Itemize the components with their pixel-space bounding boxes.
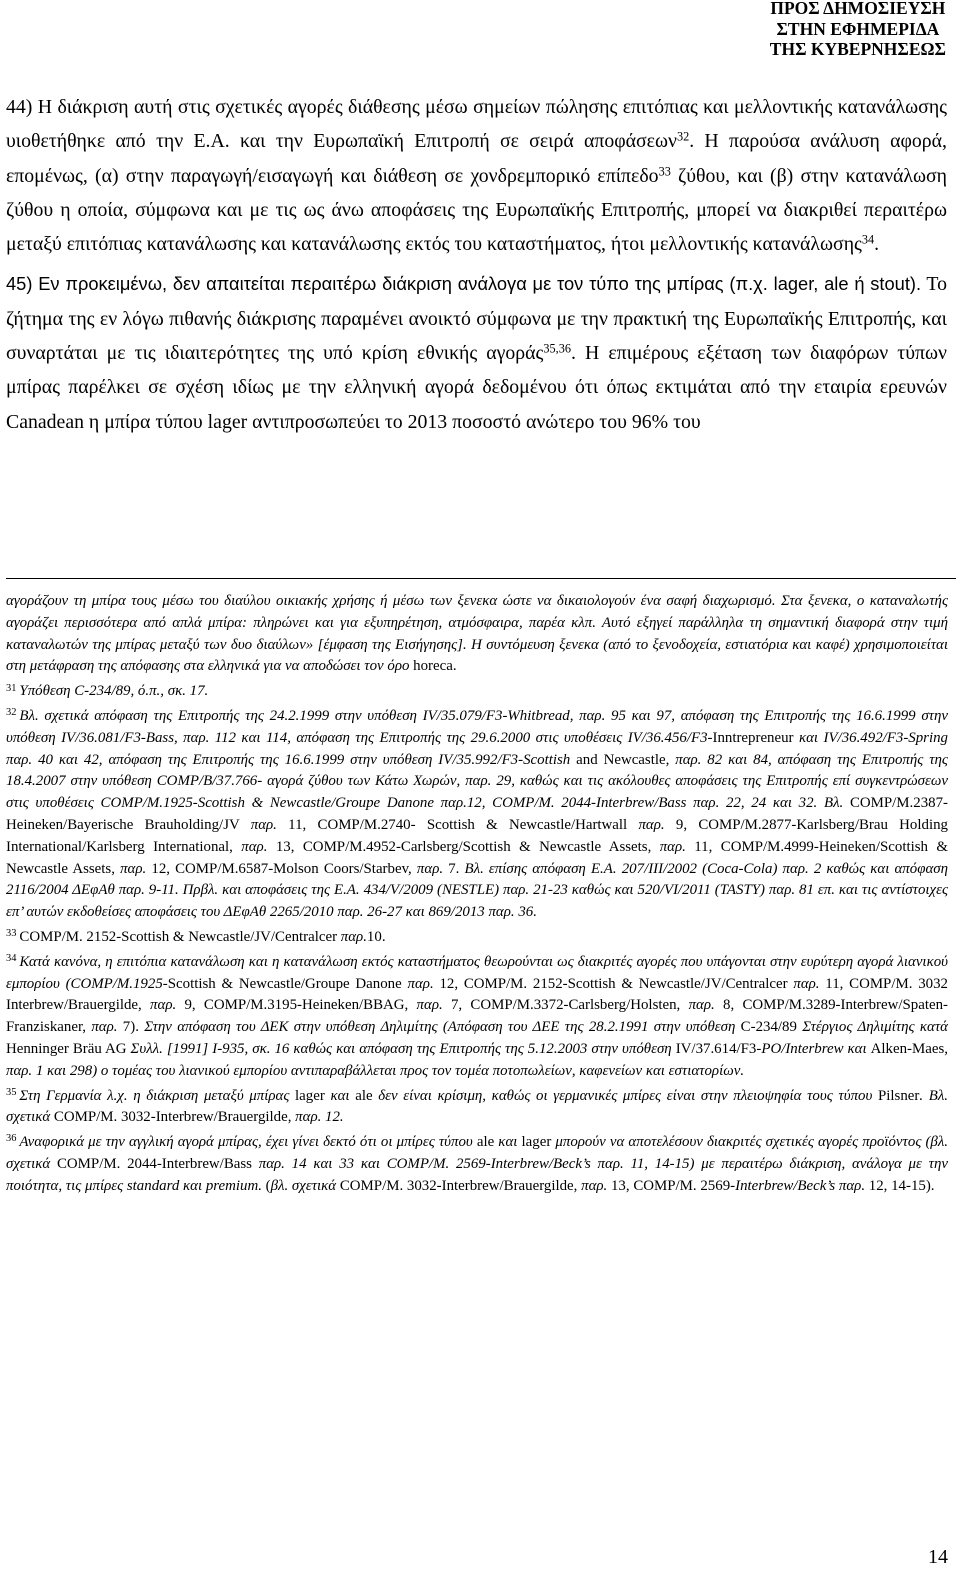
fn34-k: παρ. (688, 997, 715, 1014)
fn36-l: 13, COMP/M. 2569- (607, 1177, 736, 1194)
p45-text-2: Το ζήτημα της εν λόγω πιθανής διάκρισης παραμένει ανοικτό σύμφωνα με την πρακτική της Ευρωπαϊκής Επιτροπής, και συναρτάται με τις ιδιαιτερότητες της υπό κρίση εθνικής αγοράς (6, 273, 948, 365)
fn34-i: παρ. (416, 997, 443, 1014)
footnote-33-number: 33 (6, 928, 17, 940)
fn32-d: and Newcastle (576, 751, 666, 768)
fn36-b: ale (476, 1134, 495, 1151)
publication-header (770, 0, 946, 60)
footnote-32 (6, 706, 948, 924)
fn35-b: lager (295, 1087, 325, 1104)
header-line-1: ΠΡΟΣ ΔΗΜΟΣΙΕΥΣΗ (770, 0, 946, 18)
fn32-b: Inntrepreneur (712, 729, 794, 746)
fn32-m: 13, COMP/M.4952-Carlsberg/Scottish & Newcastle Assets, (267, 838, 660, 855)
footnote-31-number: 31 (6, 682, 17, 694)
footnote-ref-32[interactable]: 32 (676, 129, 690, 144)
footnote-35-number: 35 (6, 1086, 17, 1098)
fn35-i: παρ. 12. (295, 1109, 344, 1126)
fn34-u: PO/Interbrew (761, 1040, 848, 1057)
fn34-j: 7, COMP/M.3372-Carlsberg/Holsten, (442, 997, 689, 1014)
fn34-o: Στην απόφαση του ΔΕΚ στην υπόθεση Δηλιμίτης (Απόφαση του ΔΕΕ της 28.2.1991 στην υπόθεση (144, 1019, 741, 1036)
fn32-p: παρ. (120, 860, 147, 877)
fn34-h: 9, COMP/M.3195-Heineken/BBAG, (176, 997, 417, 1014)
fn32-c: και IV/36.492/F3-Spring παρ. 40 και 42, απόφαση της Επιτροπής της 16.6.1999 στην υπόθεση IV/35.992/F3-Scottish (6, 729, 948, 768)
fn34-p: C-234/89 (740, 1019, 797, 1036)
p44-text-4: . (874, 233, 880, 256)
fn32-k: 9, COMP/M.2877-Karlsberg/Brau Holding International/Karlsberg International, (6, 816, 948, 855)
fn35-d: ale (355, 1087, 373, 1104)
p45-text-3: . Η επιμέρους εξέταση των διαφόρων τύπων μπίρας παρέλκει σε σχέση ιδίως με την ελληνική αγορά δεδομένου ότι όπως εκτιμάται από την εταιρία ερευνών Canadean η μπίρα τύπου lager αντιπροσωπεύει το 2013 ποσοστό ανώτερο του 96% του (6, 342, 947, 433)
fn33-a: COMP/M. 2152-Scottish & Newcastle/JV/Centralcer (19, 928, 341, 945)
footnotes (6, 591, 948, 1201)
footnote-36-number: 36 (6, 1133, 17, 1145)
footnote-34-number: 34 (6, 953, 17, 965)
fn34-m: παρ. (91, 1019, 118, 1036)
fn36-i: βλ. σχετικά (270, 1177, 340, 1194)
fn34-q: Στέργιος Δηλιμίτης κατά (796, 1019, 948, 1036)
fn36-a: Αναφορικά με την αγγλική αγορά μπίρας, έχει γίνει δεκτό ότι οι μπίρες τύπου (19, 1134, 477, 1151)
p45-text-1: 45) Εν προκειμένω, δεν απαιτείται περαιτέρω διάκριση ανάλογα με τον τύπο της μπίρας (π.χ. lager, ale ή stout). (6, 273, 922, 295)
paragraph-45 (6, 267, 947, 438)
footnote-31-text: Υπόθεση C-234/89, ό.π., σκ. 17. (19, 683, 209, 700)
fn33-c: 10. (366, 928, 386, 945)
footnote-33 (6, 927, 948, 949)
fn-cont-horeca: horeca. (413, 658, 457, 675)
fn35-f: Pilsner (877, 1087, 920, 1104)
footnote-35 (6, 1086, 948, 1130)
main-text (6, 90, 947, 439)
fn34-f: 11, COMP/M. 3032 Interbrew/Brauergilde, (6, 975, 948, 1014)
fn32-a: Βλ. σχετικά απόφαση της Επιτροπής της 24.2.1999 στην υπόθεση IV/35.079/F3-Whitbread, παρ. 95 και 97, απόφαση της Επιτροπής της 16.6.1999 στην υπόθεση IV/36.081/F3-Bass, παρ. 112 και 114, απόφαση της Επιτροπής της 29.6.2000 στις υποθέσεις IV/36.456/F3- (6, 707, 948, 746)
header-line-2: ΣΤΗΝ ΕΦΗΜΕΡΙΔΑ (776, 18, 940, 39)
footnote-32-number: 32 (6, 707, 17, 719)
fn34-d: 12, COMP/M. 2152-Scottish & Newcastle/JV/Centralcer (433, 975, 794, 992)
fn34-r: Henninger Bräu AG (6, 1040, 127, 1057)
page-number: 14 (928, 1546, 948, 1568)
fn32-o: 11, COMP/M.4999-Heineken/Scottish & Newcastle Assets, (6, 838, 948, 877)
footnote-continuation (6, 591, 948, 678)
fn34-b: Scottish & Newcastle/Groupe Danone (167, 975, 408, 992)
fn35-c: και (324, 1087, 356, 1104)
fn34-w: Alken-Maes, (866, 1040, 948, 1057)
fn36-j: COMP/M. 3032-Interbrew/Brauergilde, (339, 1177, 582, 1194)
fn35-g: . Βλ. σχετικά (6, 1087, 948, 1126)
fn34-x: παρ. 1 και 298) ο τομέας του λιανικού εμπορίου αντιπαραβάλλεται προς τον τομέα ποτοπωλείων, καφενείων και εστιατορίων. (6, 1062, 745, 1079)
fn32-t: Βλ. επίσης απόφαση Ε.Α. 207/ΙΙΙ/2002 (Coca-Cola) παρ. 2 καθώς και απόφαση 2116/2004 ΔΕφΑθ παρ. 9-11. Πρβλ. και αποφάσεις της Ε.Α. 434/V/2009 (NESTLE) παρ. 21-23 καθώς και 520/VI/2011 (TASTY) παρ. 81 επ. και τις αντίστοιχες επ’ αυτών εκδοθείσες αποφάσεις του ΔΕφΑθ 2265/2010 παρ. 26-27 και 869/2013 παρ. 36. (6, 860, 948, 921)
fn35-h: COMP/M. 3032-Interbrew/Brauergilde, (53, 1109, 296, 1126)
fn36-n: 12, 14-15). (865, 1177, 935, 1194)
fn32-j: παρ. (638, 816, 665, 833)
fn36-d: lager (521, 1134, 552, 1151)
fn36-k: παρ. (581, 1177, 608, 1194)
fn34-c: παρ. (407, 975, 434, 992)
header-line-3: ΤΗΣ ΚΥΒΕΡΝΗΣΕΩΣ (769, 39, 946, 59)
fn34-a: Κατά κανόνα, η επιτόπια κατανάλωση και η κατανάλωση εκτός καταστήματος θεωρούνται ως διακριτές αγορές που υπάγονται στην ευρύτερη αγορά λιανικού εμπορίου (COMP/M.1925- (6, 953, 948, 992)
fn32-e: , παρ. 82 και 84, απόφαση της Επιτροπής της 18.4.2007 στην υπόθεση COMP/B/37.766- αγορά ζύθου των Κάτω Χωρών, παρ. 29, καθώς και τις ακόλουθες αποφάσεις της Επιτροπής επί συγκεντρώσεων στις υποθέσεις COMP/M.1925- (6, 751, 948, 812)
fn32-l: παρ. (241, 838, 268, 855)
fn35-a: Στη Γερμανία λ.χ. η διάκριση μεταξύ μπίρας (19, 1087, 296, 1104)
footnote-ref-33[interactable]: 33 (658, 163, 671, 178)
fn33-b: παρ. (340, 928, 367, 945)
footnote-ref-34[interactable]: 34 (861, 232, 875, 247)
footnote-ref-35-36[interactable]: 35,36 (543, 341, 571, 356)
p44-text-1: 44) Η διάκριση αυτή στις σχετικές αγορές διάθεσης μέσω σημείων πώλησης επιτόπιας και μελλοντικής κατανάλωσης υιοθετήθηκε από την Ε.Α. και την Ευρωπαϊκή Επιτροπή σε σειρά αποφάσεων (6, 96, 947, 153)
fn32-r: παρ. (416, 860, 444, 877)
footnote-separator (6, 578, 956, 579)
fn36-c: και (494, 1134, 522, 1151)
footnote-36 (6, 1132, 948, 1197)
fn34-v: και (847, 1040, 867, 1057)
fn32-s: 7. (443, 860, 465, 877)
footnote-34 (6, 952, 948, 1083)
fn36-g: παρ. 14 και 33 και COMP/M. 2569-Interbrew/Beck’s παρ. 11, 14-15) με περαιτέρω διάκριση, ανάλογα με την ποιότητα, τις μπίρες standard και premium. (6, 1155, 949, 1194)
fn34-n: 7). (117, 1019, 145, 1036)
fn32-n: παρ. (659, 838, 686, 855)
fn36-e: μπορούν να αποτελέσουν διακριτές σχετικές αγορές προϊόντος (βλ. σχετικά (6, 1134, 949, 1172)
fn-cont-text: αγοράζουν τη μπίρα τους μέσω του διαύλου οικιακής χρήσης ή μέσω των ξενεκα ώστε να δικαιολογούν ένα σαφή διαχωρισμό. Στα ξενεκα, ο καταναλωτής αγοράζει περισσότερα από απλά μπίρα: πληρώνει και για εξυπηρέτηση, ατμόσφαιρα, παρέα κλπ. Αυτό εξηγεί παράλληλα τη σημαντική διαφορά στην τιμή καταναλωτών της μπίρας μεταξύ των δυο διαύλων» [έμφαση της Εισήγησης]. Η συντόμευση ξενεκα (από το ξενοδοχεία, εστιατόρια και καφέ) χρησιμοποιείται στη μετάφραση της απόφασης στα ελληνικά για να αποδώσει τον όρο (6, 593, 948, 675)
fn32-g: COMP/M.2387-Heineken/Bayerische Brauholding/JV (6, 795, 948, 833)
footnote-31 (6, 681, 948, 703)
fn32-q: 12, COMP/M.6587-Molson Coors/Starbev, (146, 860, 417, 877)
fn36-h: ( (261, 1177, 271, 1194)
p44-text-3: ζύθου, και (β) στην κατανάλωση ζύθου η οποία, σύμφωνα και με τις ως άνω αποφάσεις της Ευρωπαϊκής Επιτροπής, μπορεί να διακριθεί περαιτέρω μεταξύ επιτόπιας κατανάλωσης και κατανάλωσης εκτός του καταστήματος, ήτοι μελλοντικής κατανάλωσης (6, 164, 947, 256)
paragraph-44 (6, 90, 947, 261)
fn32-h: παρ. (250, 816, 277, 833)
fn36-m: Interbrew/Beck’s παρ. (735, 1177, 866, 1194)
fn34-g: παρ. (150, 997, 177, 1014)
p44-text-2: . Η παρούσα ανάλυση αφορά, επομένως, (α) στην παραγωγή/εισαγωγή και διάθεση σε χονδρεμπορικό επίπεδο (6, 130, 947, 187)
fn36-f: COMP/M. 2044-Interbrew/Bass (56, 1155, 259, 1172)
fn34-s: Συλλ. [1991] Ι-935, σκ. 16 καθώς και απόφαση της Επιτροπής της 5.12.2003 στην υπόθεση (126, 1040, 676, 1057)
fn34-e: παρ. (793, 975, 820, 992)
fn34-t: IV/37.614/F3- (675, 1040, 762, 1057)
fn32-i: 11, COMP/M.2740- Scottish & Newcastle/Hartwall (276, 816, 639, 833)
fn34-l: 8, COMP/M.3289-Interbrew/Spaten-Franziskaner, (6, 997, 948, 1036)
fn35-e: δεν είναι κρίσιμη, καθώς οι γερμανικές μπίρες είναι στην πλειοψηφία τους τύπου (372, 1087, 878, 1104)
fn32-f: Scottish & Newcastle/Groupe Danone παρ.12, COMP/M. 2044-Interbrew/Bass παρ. 22, 24 και 32. Βλ. (197, 795, 850, 812)
